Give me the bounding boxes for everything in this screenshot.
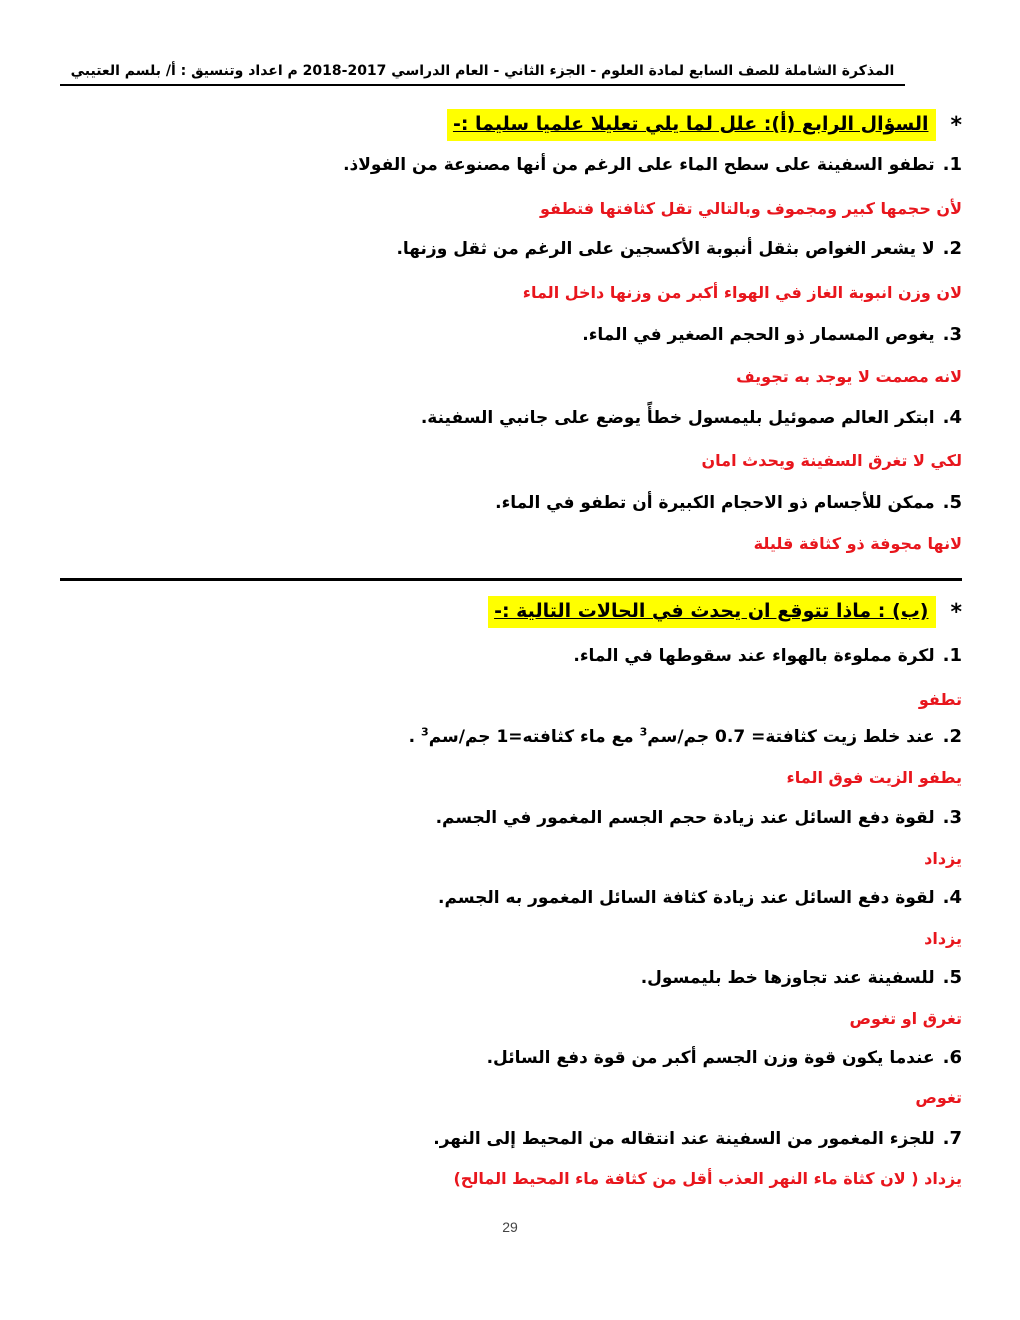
section-a-answer-2: لان وزن انبوبة الغاز في الهواء أكبر من وزنها داخل الماء (522, 283, 962, 302)
section-b-question-4 (438, 883, 962, 913)
section-a-title: السؤال الرابع (أ): علل لما يلي تعليلا علميا سليما :- (447, 109, 937, 141)
section-b-question-1 (573, 641, 962, 671)
question-text-part-2: مع ماء كثافته=1 جم/سم (428, 727, 640, 747)
question-text: ابتكر العالم صموئيل بليمسول خطأً يوضع على جانبي السفينة. (420, 408, 935, 428)
section-a-answer-5: لانها مجوفة ذو كثافة قليلة (753, 534, 962, 553)
question-text: للسفينة عند تجاوزها خط بليمسول. (640, 968, 935, 988)
section-b-question-6 (487, 1043, 962, 1073)
question-text: لكرة مملوءة بالهواء عند سقوطها في الماء. (573, 646, 935, 666)
question-number: 3. (942, 807, 962, 828)
section-b-answer-4: يزداد (924, 929, 962, 948)
question-number: 1. (942, 154, 962, 175)
section-b-star: * (950, 599, 962, 625)
section-b-title: (ب) : ماذا تتوقع ان يحدث في الحالات التالية :- (488, 596, 936, 628)
section-a-answer-3: لانه مصمت لا يوجد به تجويف (736, 367, 962, 386)
superscript-2: 3 (421, 725, 429, 739)
section-b-question-2 (409, 722, 962, 752)
section-divider (60, 578, 962, 581)
section-b-answer-5: تغرق او تغوص (849, 1009, 962, 1028)
section-b-answer-3: يزداد (924, 849, 962, 868)
question-text: تطفو السفينة على سطح الماء على الرغم من أنها مصنوعة من الفولاذ. (343, 155, 935, 175)
question-text: عندما يكون قوة وزن الجسم أكبر من قوة دفع السائل. (486, 1048, 935, 1068)
section-b-question-7 (433, 1124, 962, 1154)
question-number: 2. (942, 238, 962, 259)
section-b-heading (488, 595, 962, 629)
section-b-answer-1: تطفو (918, 690, 962, 709)
page-number: 29 (502, 1219, 518, 1235)
section-a-question-3 (582, 320, 962, 350)
section-a-question-2 (396, 234, 962, 264)
question-text: لقوة دفع السائل عند زيادة كثافة السائل المغمور به الجسم. (438, 888, 935, 908)
question-number: 7. (942, 1128, 962, 1149)
superscript-1: 3 (639, 725, 648, 739)
question-number: 4. (942, 887, 962, 908)
question-number: 3. (942, 324, 962, 345)
question-text-part-3: . (408, 727, 422, 747)
section-a-answer-4: لكي لا تغرق السفينة ويحدث امان (701, 451, 962, 470)
section-b-question-3 (436, 803, 962, 833)
section-b-answer-6: تغوص (915, 1088, 962, 1107)
section-a-star: * (950, 112, 962, 138)
section-a-heading (447, 108, 962, 142)
section-a-question-1 (343, 150, 962, 180)
question-number: 5. (942, 492, 962, 513)
section-b-answer-2: يطفو الزيت فوق الماء (786, 768, 962, 787)
page-header: المذكرة الشاملة للصف السابع لمادة العلوم - الجزء الثاني - العام الدراسي 2017-2018 م اعداد وتنسيق : أ/ بلسم العتيبي (60, 60, 905, 86)
question-text: للجزء المغمور من السفينة عند انتقاله من المحيط إلى النهر. (433, 1129, 935, 1149)
question-number: 2. (942, 726, 962, 747)
question-number: 4. (942, 407, 962, 428)
section-a-answer-1: لأن حجمها كبير ومجموف وبالتالي تقل كثافتها فتطفو (539, 199, 962, 218)
question-text: لا يشعر الغواص بثقل أنبوبة الأكسجين على الرغم من ثقل وزنها. (396, 239, 935, 259)
question-number: 6. (942, 1047, 962, 1068)
question-text-part-1: عند خلط زيت كثافتة= 0.7 جم/سم (647, 727, 935, 747)
question-number: 5. (942, 967, 962, 988)
section-a-question-5 (495, 488, 962, 518)
section-b-question-5 (641, 963, 962, 993)
question-text: لقوة دفع السائل عند زيادة حجم الجسم المغمور في الجسم. (435, 808, 935, 828)
question-number: 1. (942, 645, 962, 666)
question-text: ممكن للأجسام ذو الاحجام الكبيرة أن تطفو في الماء. (495, 493, 935, 513)
section-b-answer-7: يزداد ( لان كثاة ماء النهر العذب أقل من كثافة ماء المحيط المالح) (453, 1169, 962, 1188)
section-a-question-4 (421, 403, 962, 433)
question-text: يغوص المسمار ذو الحجم الصغير في الماء. (582, 325, 935, 345)
